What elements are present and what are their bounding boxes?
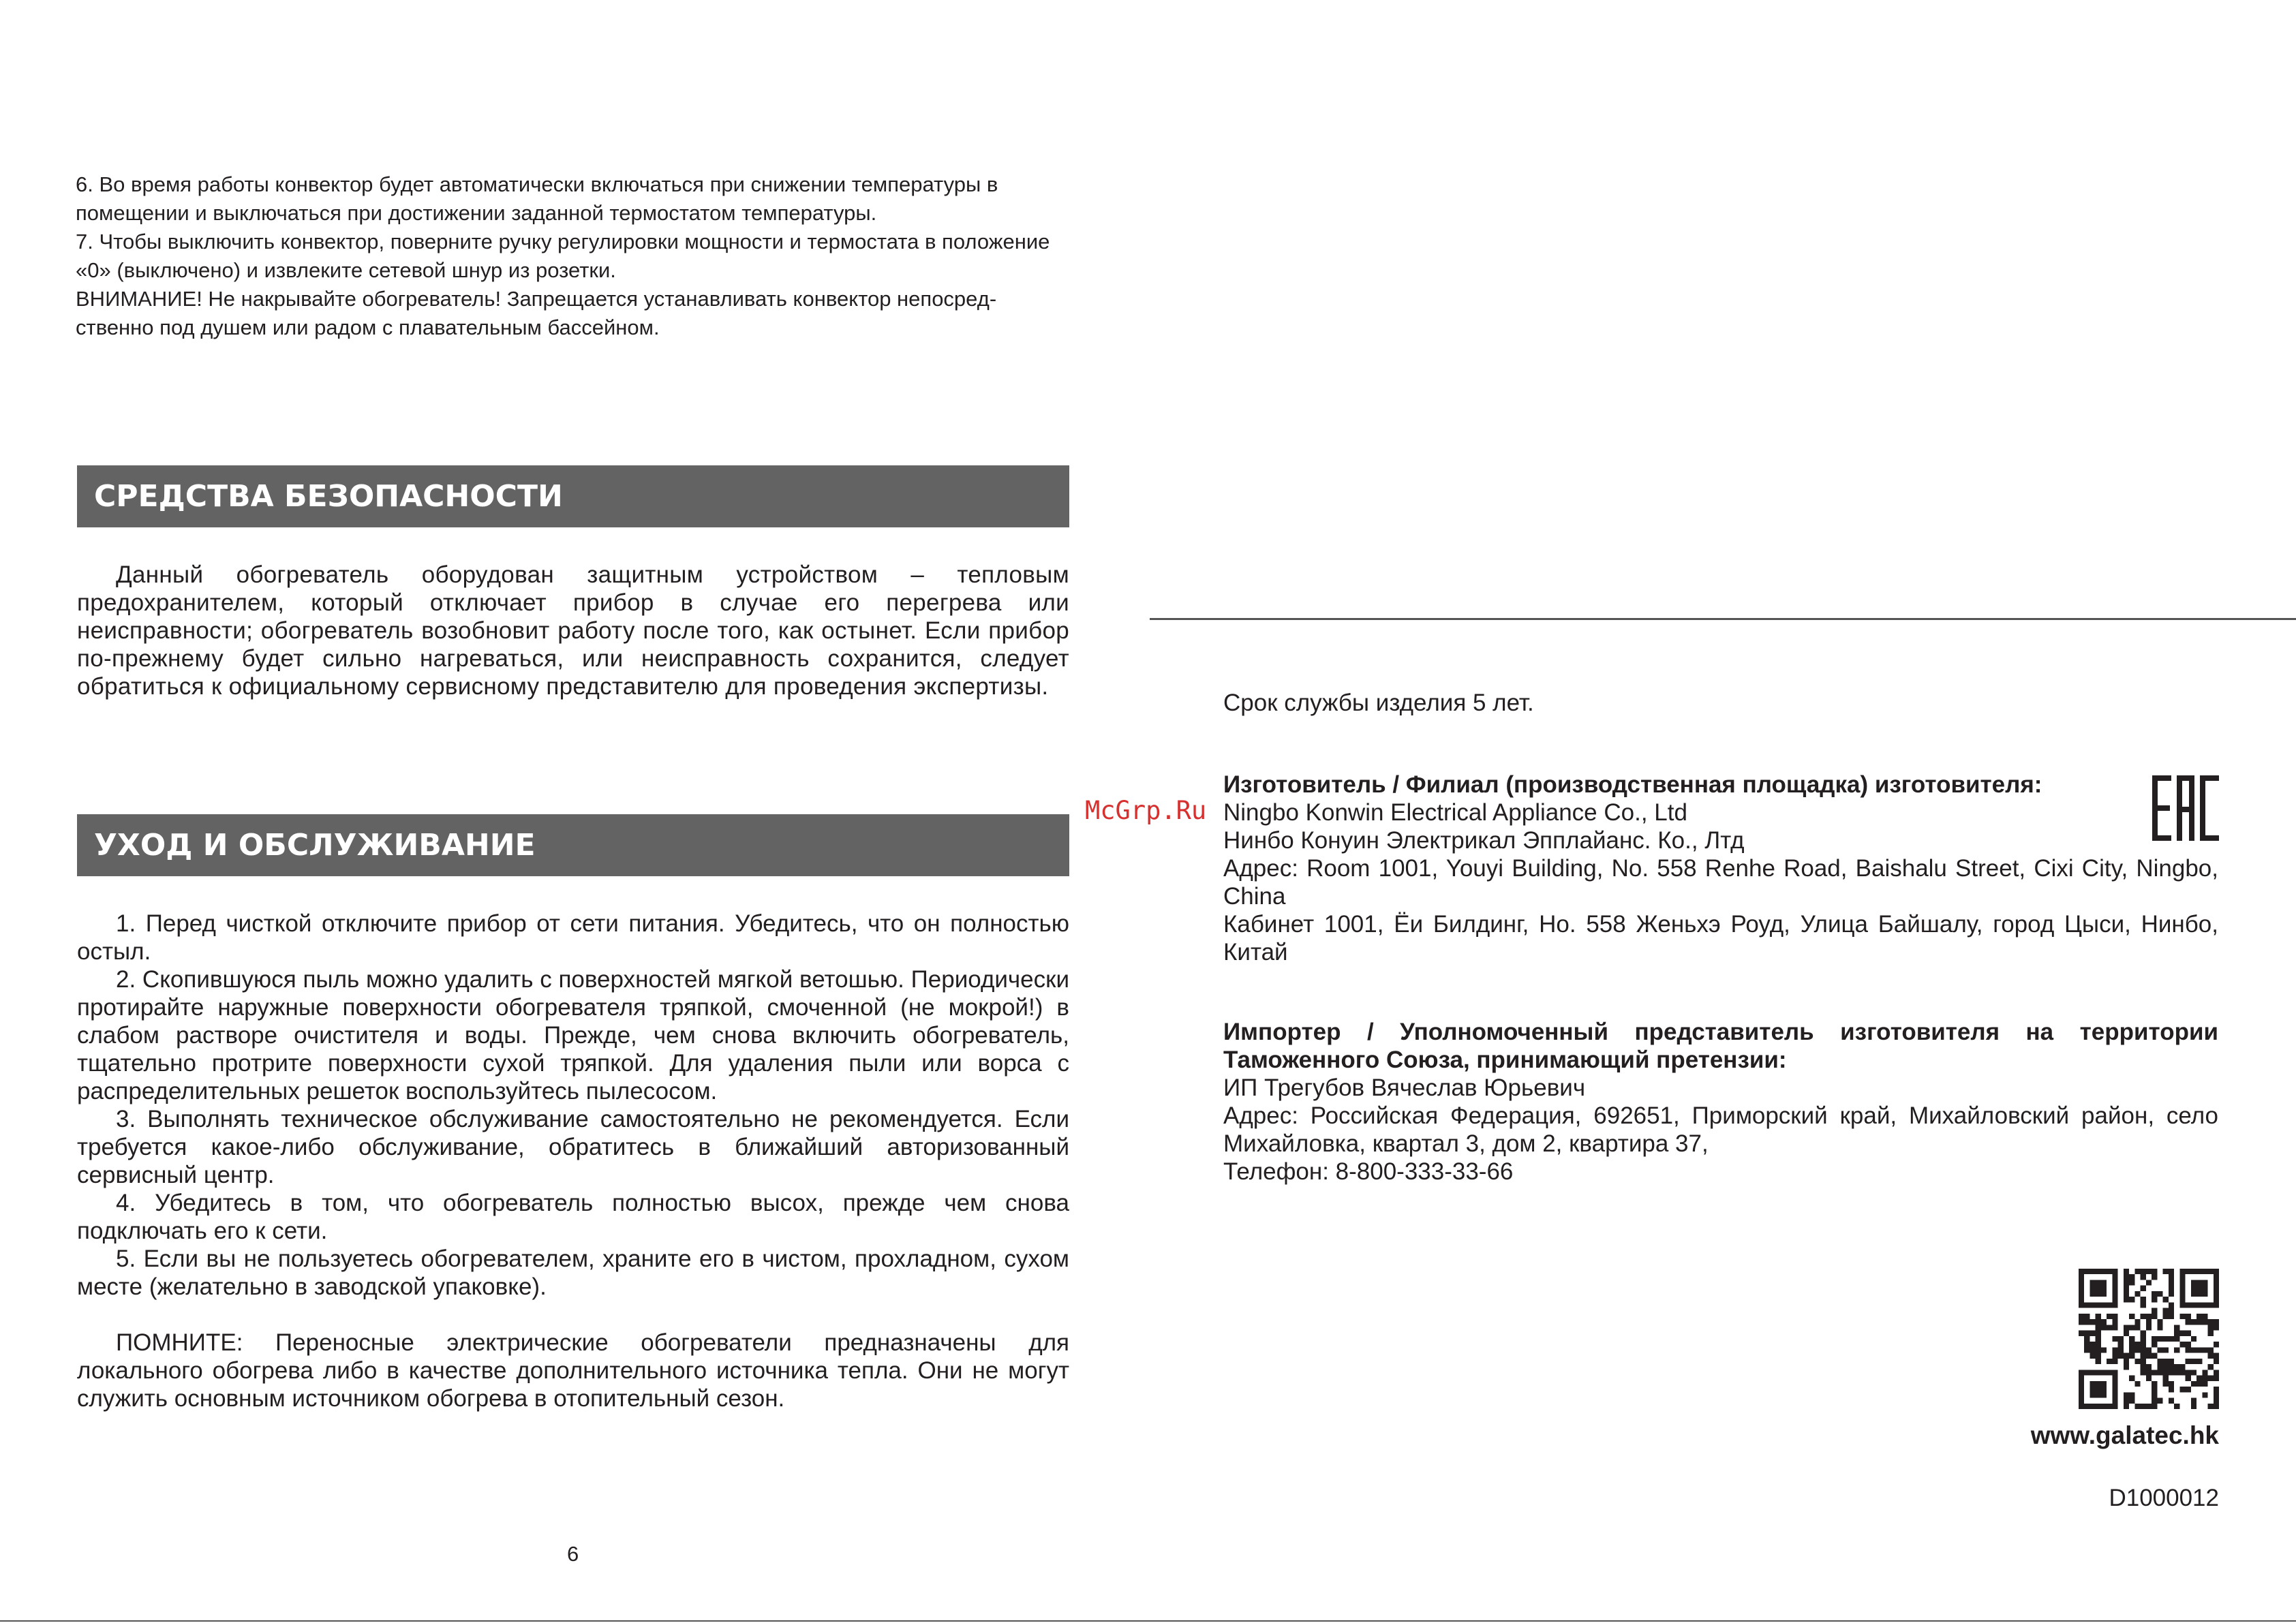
doc-code: D1000012 [2109,1485,2219,1511]
intro-item-7: 7. Чтобы выключить конвектор, поверните ручку регулировки мощности и термостата в положение «0» (выключено) и извлеките сетевой шнур из розетки. [76,230,1050,282]
importer-phone: Телефон: 8-800-333-33-66 [1223,1158,1514,1185]
service-life: Срок службы изделия 5 лет. [1223,690,1534,716]
care-note: ПОМНИТЕ: Переносные электрические обогреватели предназначены для локального обогрева либо в качестве дополнительного источника тепла. Они не могут служить основным источником обогрева в отопительный сезон. [77,1329,1069,1412]
manufacturer-block [1223,771,2218,966]
watermark: McGrp.Ru [1085,796,1207,825]
page-number: 6 [567,1542,579,1566]
importer-heading: Импортер / Уполномоченный представитель изготовителя на территории Таможенного Союза, принимающий претензии: [1223,1019,2218,1073]
care-item-2: 2. Скопившуюся пыль можно удалить с поверхностей мягкой ветошью. Периодически протирайте наружные поверхности обогревателя тряпкой, смоченной (не мокрой!) в слабом растворе очистителя и воды. Прежде, чем снова включить обогреватель, тщательно протрите поверхности сухой тряпкой. Для удаления пыли или ворса с распределительных решеток воспользуйтесь пылесосом. [77,966,1069,1104]
warning-text: ВНИМАНИЕ! Не накрывайте обогреватель! Запрещается устанавливать конвектор непосред-ственно под душем или радом с плавательным бассейном. [76,287,997,339]
importer-block [1223,1018,2218,1186]
intro-block [76,170,1071,342]
care-heading: УХОД И ОБСЛУЖИВАНИЕ [77,814,1069,876]
manufacturer-name-ru: Нинбо Конуин Электрикал Эпплайанс. Ко., Лтд [1223,827,1745,854]
manufacturer-address-en: Адрес: Room 1001, Youyi Building, No. 558 Renhe Road, Baishalu Street, Cixi City, Ningbo, China [1223,855,2218,910]
intro-item-6: 6. Во время работы конвектор будет автоматически включаться при снижении температуры в помещении и выключаться при достижении заданной термостатом температуры. [76,172,998,225]
safety-heading: СРЕДСТВА БЕЗОПАСНОСТИ [77,465,1069,527]
safety-text: Данный обогреватель оборудован защитным устройством – тепловым предохранителем, который отключает прибор в случае его перегрева или неисправности; обогреватель возобновит работу после того, как остынет. Если прибор по-прежнему будет сильно нагреваться, или неисправность сохранится, следует обратиться к официальному сервисному представителю для проведения экспертизы. [77,561,1069,700]
importer-name: ИП Трегубов Вячеслав Юрьевич [1223,1075,1586,1101]
top-divider [1150,618,2296,620]
care-section [77,910,1069,1412]
bottom-divider [0,1620,2296,1622]
manufacturer-name-en: Ningbo Konwin Electrical Appliance Co., Ltd [1223,799,1687,826]
importer-address: Адрес: Российская Федерация, 692651, Приморский край, Михайловский район, село Михайловка, квартал 3, дом 2, квартира 37, [1223,1102,2218,1157]
qr-code-icon [2079,1269,2219,1409]
website-url: www.galatec.hk [2030,1421,2219,1449]
eac-mark-icon [2152,775,2220,841]
manufacturer-address-ru: Кабинет 1001, Ёи Билдинг, Но. 558 Женьхэ Роуд, Улица Байшалу, город Цыси, Нинбо, Китай [1223,911,2218,965]
safety-section [77,561,1069,700]
care-item-4: 4. Убедитесь в том, что обогреватель полностью высох, прежде чем снова подключать его к сети. [77,1190,1069,1244]
care-item-5: 5. Если вы не пользуетесь обогревателем, храните его в чистом, прохладном, сухом месте (желательно в заводской упаковке). [77,1246,1069,1300]
manufacturer-heading: Изготовитель / Филиал (производственная площадка) изготовителя: [1223,771,2042,798]
care-item-1: 1. Перед чисткой отключите прибор от сети питания. Убедитесь, что он полностью остыл. [77,910,1069,965]
care-item-3: 3. Выполнять техническое обслуживание самостоятельно не рекомендуется. Если требуется какое-либо обслуживание, обратитесь в ближайший авторизованный сервисный центр. [77,1106,1069,1188]
